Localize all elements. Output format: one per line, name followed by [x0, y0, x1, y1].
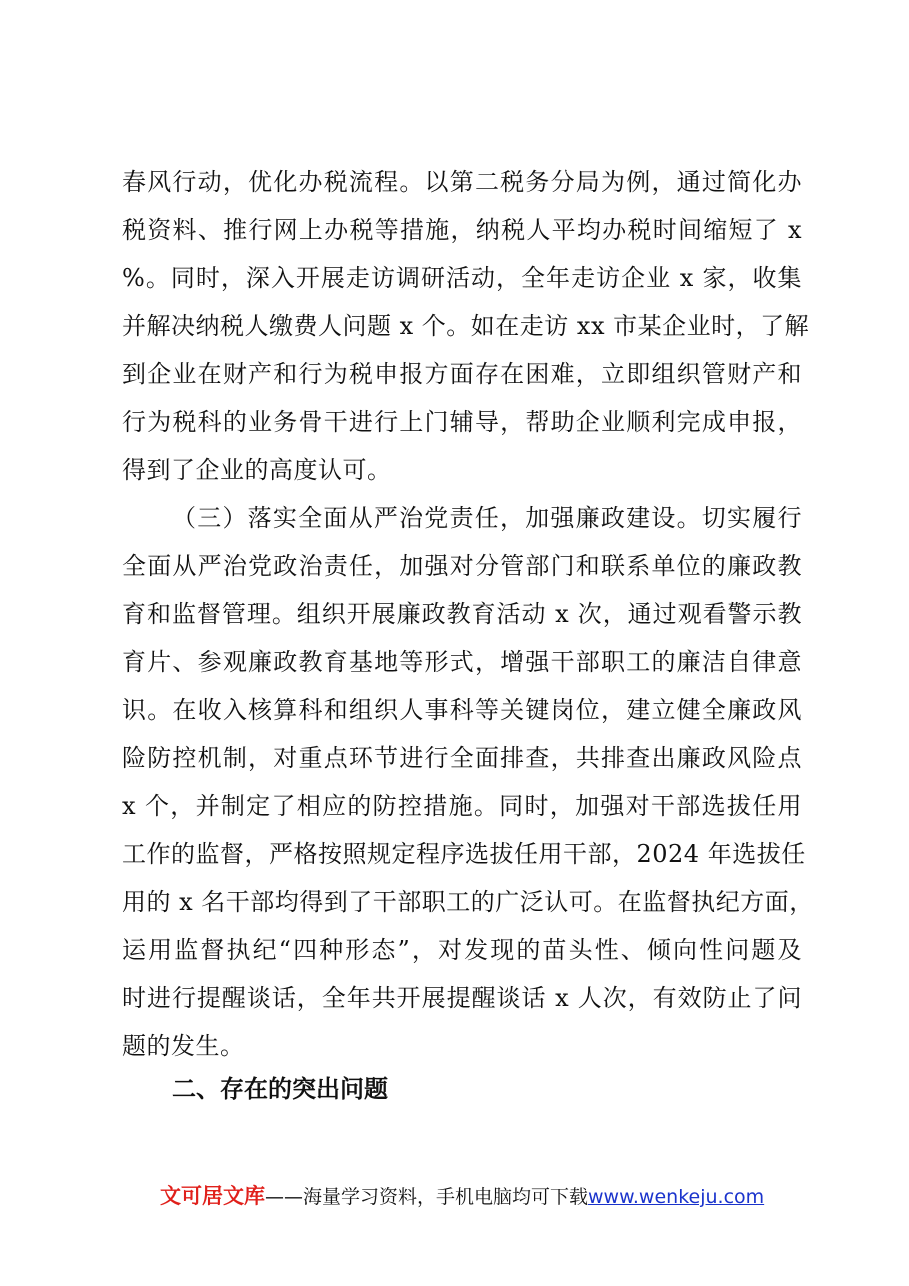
paragraph-line: 到企业在财产和行为税申报方面存在困难，立即组织管财产和 — [122, 360, 802, 388]
paragraph-line: 险防控机制，对重点环节进行全面排查，共排查出廉政风险点 — [122, 744, 802, 772]
paragraph-line: 时进行提醒谈话，全年共开展提醒谈话 x 人次，有效防止了问 — [122, 984, 802, 1012]
paragraph-line: 运用监督执纪“四种形态”，对发现的苗头性、倾向性问题及 — [122, 936, 802, 964]
paragraph-line: 并解决纳税人缴费人问题 x 个。如在走访 xx 市某企业时，了解 — [122, 312, 810, 340]
paragraph-line: 全面从严治党政治责任，加强对分管部门和联系单位的廉政教 — [122, 552, 802, 580]
paragraph-line: 用的 x 名干部均得到了干部职工的广泛认可。在监督执纪方面， — [122, 888, 814, 916]
paragraph-line: 识。在收入核算科和组织人事科等关键岗位，建立健全廉政风 — [122, 696, 802, 724]
paragraph-line: 育和监督管理。组织开展廉政教育活动 x 次，通过观看警示教 — [122, 600, 802, 628]
section-heading: 二、存在的突出问题 — [172, 1075, 388, 1103]
paragraph-line: 税资料、推行网上办税等措施，纳税人平均办税时间缩短了 x — [122, 216, 802, 244]
footer-url-link[interactable]: www.wenkeju.com — [588, 1186, 765, 1208]
paragraph-line: 得到了企业的高度认可。 — [122, 456, 392, 484]
paragraph-line: %。同时，深入开展走访调研活动，全年走访企业 x 家，收集 — [122, 264, 802, 292]
paragraph-line: 工作的监督，严格按照规定程序选拔任用干部，2024 年选拔任 — [122, 840, 806, 868]
paragraph-line: （三）落实全面从严治党责任，加强廉政建设。切实履行 — [172, 504, 802, 532]
footer-banner — [160, 1182, 764, 1211]
paragraph-line: 育片、参观廉政教育基地等形式，增强干部职工的廉洁自律意 — [122, 648, 802, 676]
paragraph-line: 题的发生。 — [122, 1032, 245, 1060]
paragraph-line: 行为税科的业务骨干进行上门辅导，帮助企业顺利完成申报， — [122, 408, 802, 436]
footer-brand: 文可居文库 — [160, 1184, 265, 1208]
footer-slogan: ——海量学习资料，手机电脑均可下载 — [265, 1186, 589, 1208]
paragraph-line: x 个，并制定了相应的防控措施。同时，加强对干部选拔任用 — [122, 792, 802, 820]
paragraph-line: 春风行动，优化办税流程。以第二税务分局为例，通过简化办 — [122, 168, 802, 196]
